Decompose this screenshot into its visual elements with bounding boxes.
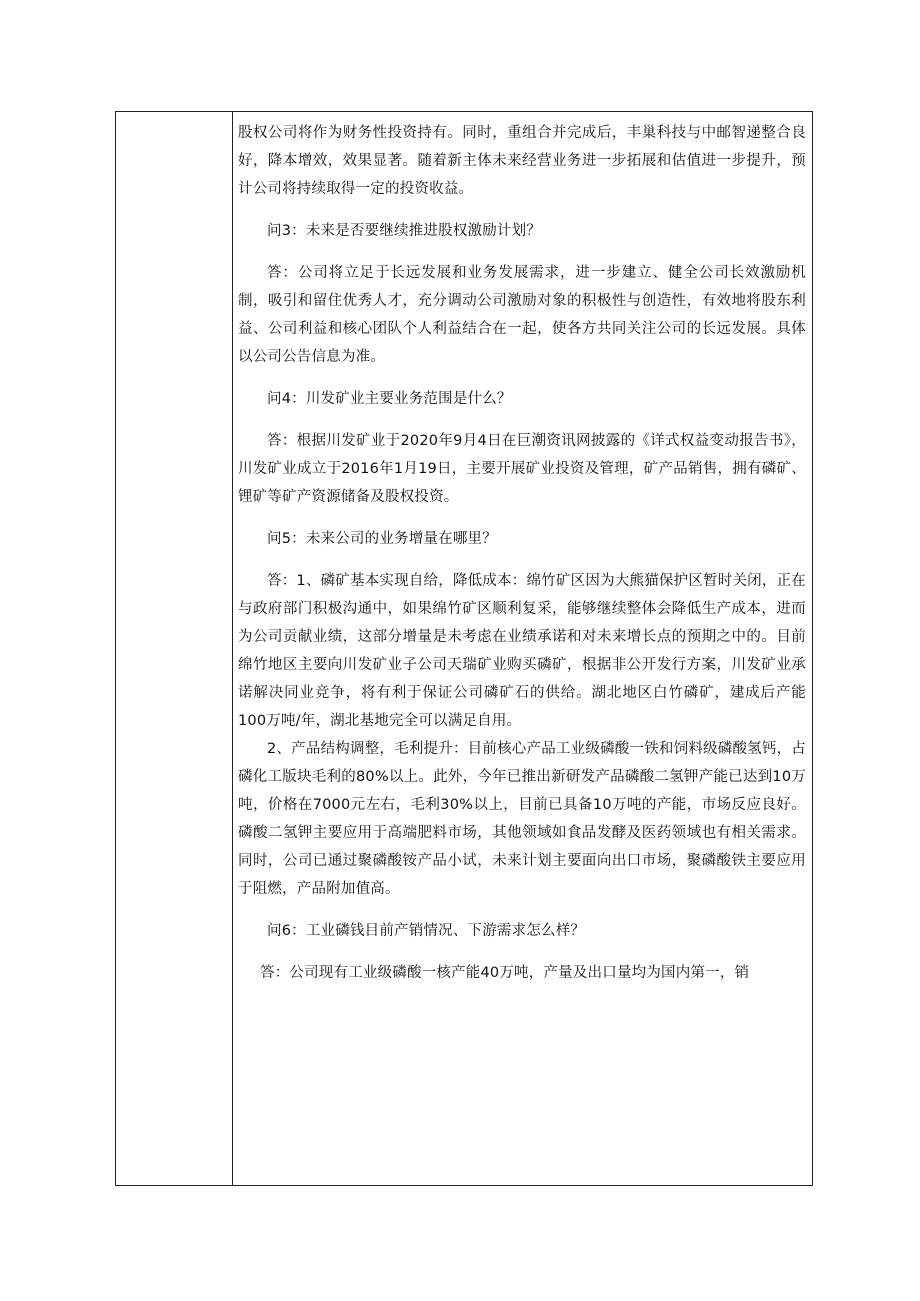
table-content-cell (233, 112, 812, 1185)
question-3: 问3：未来是否要继续推进股权激励计划？ (267, 223, 542, 239)
question-5: 问5：未来公司的业务增量在哪里？ (267, 531, 497, 547)
answer-4: 答：根据川发矿业于2020年9月4日在巨潮资讯网披露的《详式权益变动报告书》，川发矿业成立于2016年1月19日，主要开展矿业投资及管理，矿产品销售，拥有磷矿、锂矿等矿产资源储备及股权投资。 (238, 433, 806, 505)
question-4: 问4：川发矿业主要业务范围是什么？ (267, 391, 512, 407)
question-6: 问6：工业磷钱目前产销情况、下游需求怎么样？ (267, 923, 586, 939)
answer-5-part-1: 答：1、磷矿基本实现自给，降低成本：绵竹矿区因为大熊猫保护区暂时关闭，正在与政府部门积极沟通中，如果绵竹矿区顺利复采，能够继续整体会降低生产成本，进而为公司贡献业绩，这部分增量是未考虑在业绩承诺和对未来增长点的预期之中的。目前绵竹地区主要向川发矿业子公司天瑞矿业购买磷矿，根据非公开发行方案，川发矿业承诺解决同业竞争，将有利于保证公司磷矿石的供给。湖北地区白竹磷矿，建成后产能100万吨/年，湖北基地完全可以满足自用。 (238, 573, 806, 729)
answer-3: 答：公司将立足于长远发展和业务发展需求，进一步建立、健全公司长效激励机制，吸引和留住优秀人才，充分调动公司激励对象的积极性与创造性，有效地将股东利益、公司利益和核心团队个人利益结合在一起，使各方共同关注公司的长远发展。具体以公司公告信息为准。 (238, 265, 806, 365)
document-table (115, 111, 813, 1186)
paragraph-investment-income: 股权公司将作为财务性投资持有。同时，重组合并完成后，丰巢科技与中邮智递整合良好，降本增效，效果显著。随着新主体未来经营业务进一步拓展和估值进一步提升，预计公司将持续取得一定的投资收益。 (238, 125, 806, 197)
answer-5-part-2: 2、产品结构调整，毛利提升：目前核心产品工业级磷酸一铁和饲料级磷酸氢钙，占磷化工版块毛利的80%以上。此外，今年已推出新研发产品磷酸二氢钾产能已达到10万吨，价格在7000元左右，毛利30%以上，目前已具备10万吨的产能，市场反应良好。磷酸二氢钾主要应用于高端肥料市场，其他领域如食品发酵及医药领域也有相关需求。同时，公司已通过聚磷酸铵产品小试，未来计划主要面向出口市场，聚磷酸铁主要应用于阻燃，产品附加值高。 (238, 741, 806, 897)
answer-6: 答：公司现有工业级磷酸一核产能40万吨，产量及出口量均为国内第一，销 (260, 965, 750, 981)
table-left-cell (116, 112, 233, 1185)
